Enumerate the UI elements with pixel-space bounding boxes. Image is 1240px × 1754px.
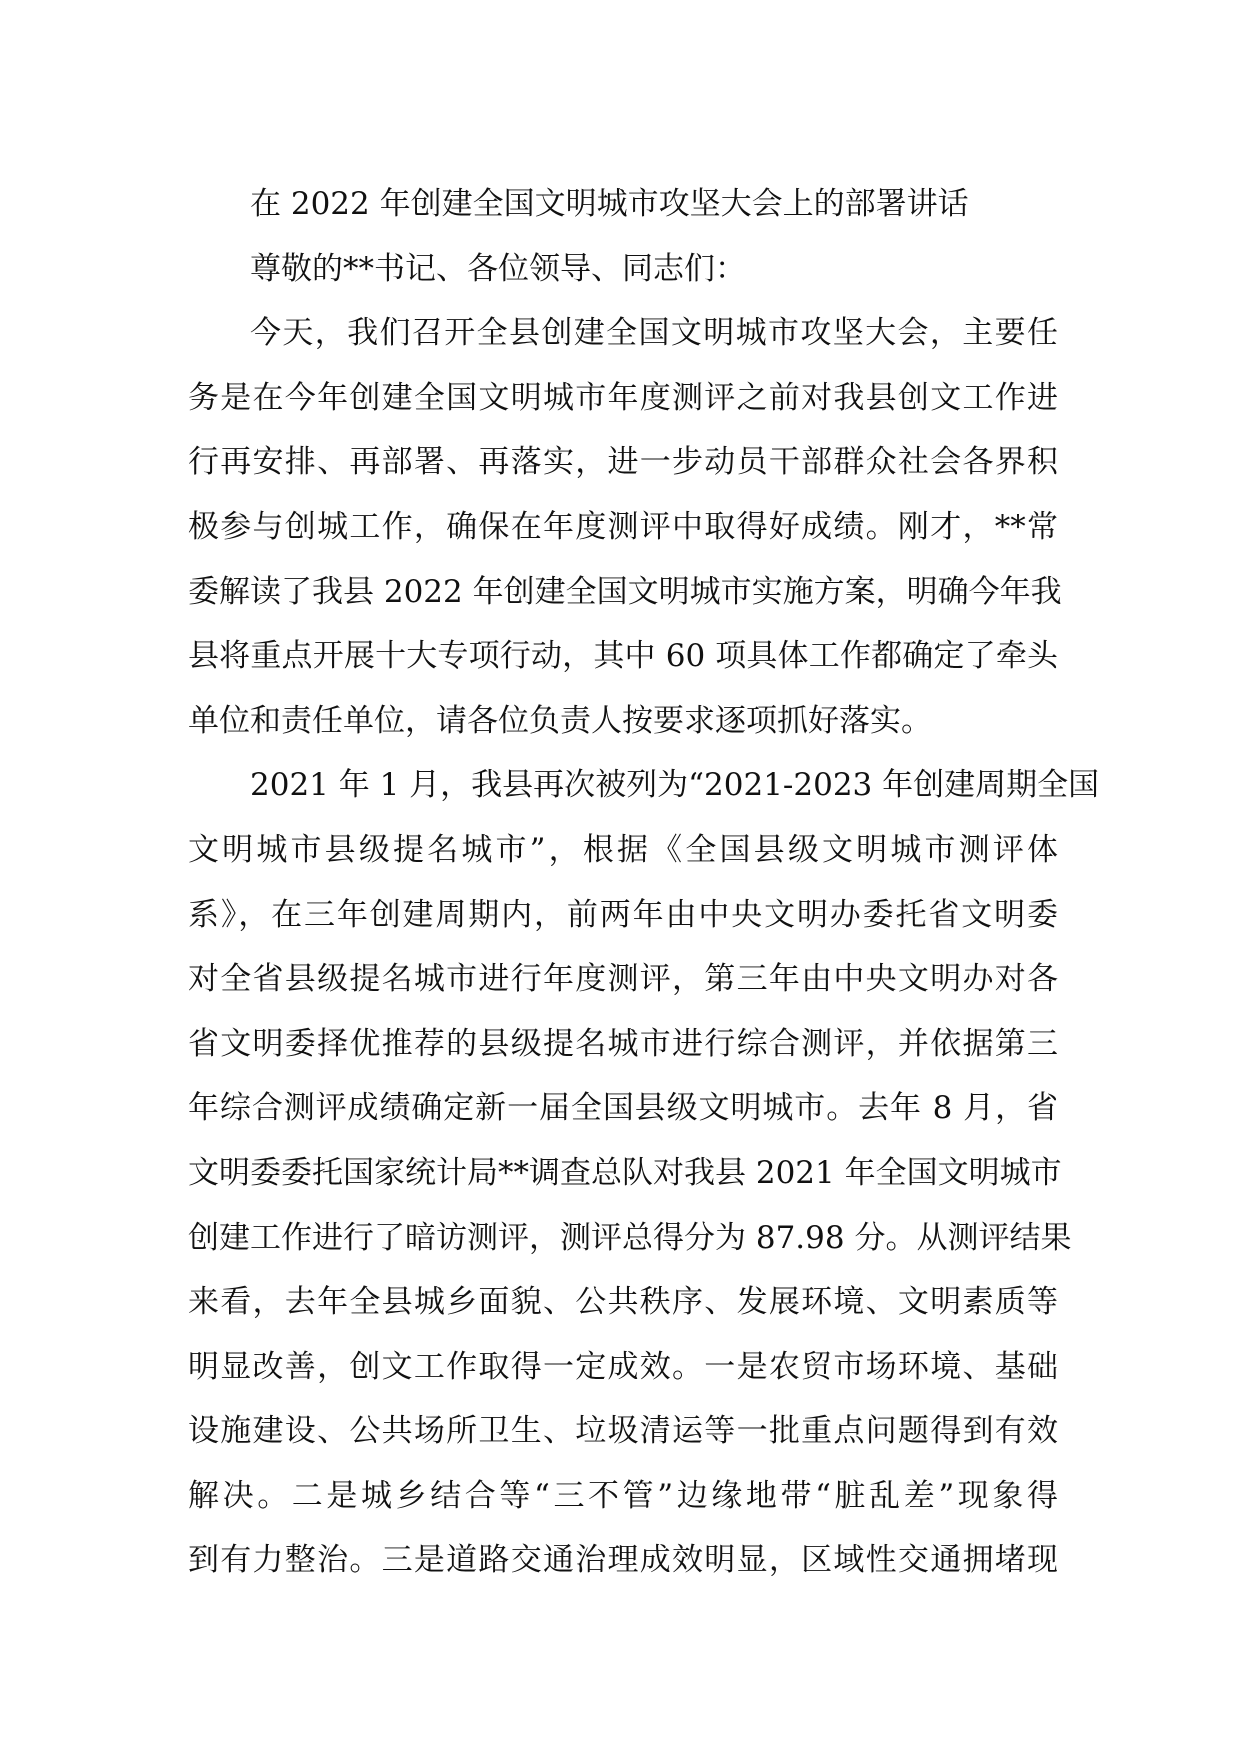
paragraph-line: 明显改善，创文工作取得一定成效。一是农贸市场环境、基础: [188, 1348, 1058, 1385]
paragraph-line: 极参与创城工作，确保在年度测评中取得好成绩。刚才，**常: [188, 508, 1058, 545]
paragraph-line: 来看，去年全县城乡面貌、公共秩序、发展环境、文明素质等: [188, 1284, 1058, 1321]
paragraph-line: 县将重点开展十大专项行动，其中 60 项具体工作都确定了牵头: [188, 638, 1058, 675]
paragraph-line: 文明城市县级提名城市”，根据《全国县级文明城市测评体: [188, 831, 1058, 868]
paragraph-line: 到有力整治。三是道路交通治理成效明显，区域性交通拥堵现: [188, 1542, 1058, 1579]
paragraph-line: 单位和责任单位，请各位负责人按要求逐项抓好落实。: [188, 702, 932, 739]
salutation: 尊敬的**书记、各位领导、同志们：: [250, 250, 746, 287]
paragraph-line: 文明委委托国家统计局**调查总队对我县 2021 年全国文明城市: [188, 1154, 1062, 1191]
paragraph-line: 对全省县级提名城市进行年度测评，第三年由中央文明办对各: [188, 961, 1058, 998]
paragraph-2: [188, 753, 1100, 1593]
paragraph-line: 务是在今年创建全国文明城市年度测评之前对我县创文工作进: [188, 379, 1058, 416]
paragraph-line: 委解读了我县 2022 年创建全国文明城市实施方案，明确今年我: [188, 573, 1062, 610]
paragraph-line: 年综合测评成绩确定新一届全国县级文明城市。去年 8 月，省: [188, 1090, 1058, 1127]
paragraph-1: [188, 301, 1062, 753]
document-body: [188, 172, 1100, 1593]
paragraph-line: 系》，在三年创建周期内，前两年由中央文明办委托省文明委: [188, 896, 1058, 933]
paragraph-line: 创建工作进行了暗访测评，测评总得分为 87.98 分。从测评结果: [188, 1219, 1072, 1256]
paragraph-line: 行再安排、再部署、再落实，进一步动员干部群众社会各界积: [188, 444, 1058, 481]
paragraph-line: 省文明委择优推荐的县级提名城市进行综合测评，并依据第三: [188, 1025, 1058, 1062]
paragraph-line: 设施建设、公共场所卫生、垃圾清运等一批重点问题得到有效: [188, 1413, 1058, 1450]
paragraph-line: 2021 年 1 月，我县再次被列为“2021-2023 年创建周期全国: [250, 767, 1100, 804]
paragraph-line: 解决。二是城乡结合等“三不管”边缘地带“脏乱差”现象得: [188, 1477, 1058, 1514]
paragraph-line: 今天，我们召开全县创建全国文明城市攻坚大会，主要任: [250, 315, 1058, 352]
document-title: 在 2022 年创建全国文明城市攻坚大会上的部署讲话: [250, 186, 969, 222]
